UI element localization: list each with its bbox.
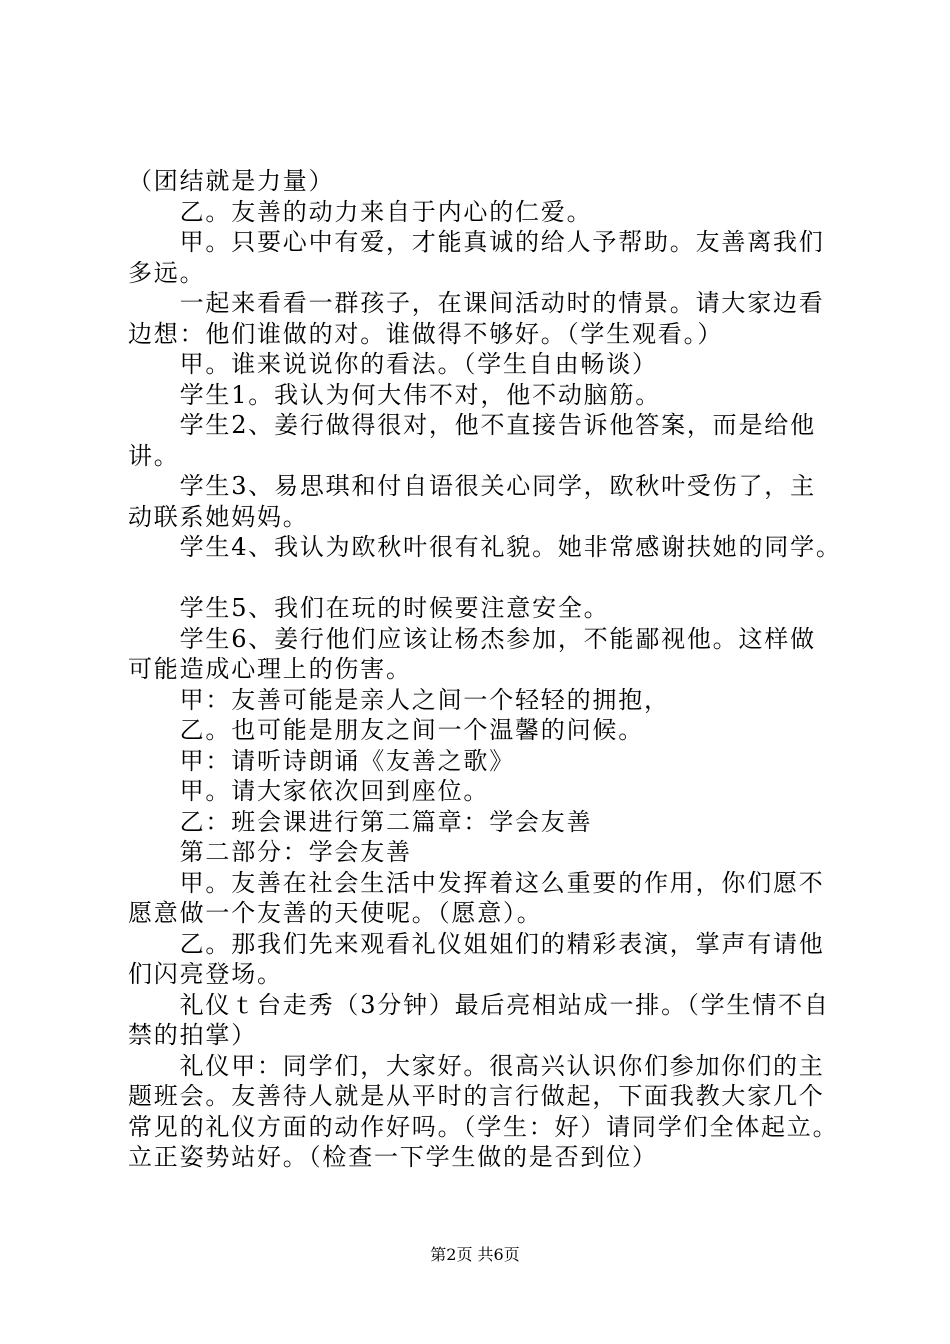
page-number: 第2页 共6页	[430, 1245, 520, 1264]
text-line: 甲。友善在社会生活中发挥着这么重要的作用，你们愿不	[128, 868, 825, 897]
text-line: 讲。	[128, 441, 180, 470]
text-line: 学生6、姜行他们应该让杨杰参加，不能鄙视他。这样做	[128, 624, 816, 653]
text-line: 乙：班会课进行第二篇章：学会友善	[128, 807, 593, 836]
text-line: 多远。	[128, 258, 206, 287]
text-line: 甲。只要心中有爱，才能真诚的给人予帮助。友善离我们	[128, 228, 825, 256]
text-line: 第二部分：学会友善	[128, 838, 412, 866]
text-line: 动联系她妈妈。	[128, 502, 309, 531]
page-footer	[0, 1245, 950, 1265]
text-line: 甲。谁来说说你的看法。（学生自由畅谈）	[128, 350, 658, 378]
text-line: 学生1。我认为何大伟不对，他不动脑筋。	[128, 380, 662, 409]
text-line: 甲。请大家依次回到座位。	[128, 777, 490, 805]
document-body	[128, 166, 842, 1173]
text-line: 学生2、姜行做得很对，他不直接告诉他答案，而是给他	[128, 411, 816, 439]
text-line: 学生4、我认为欧秋叶很有礼貌。她非常感谢扶她的同学。	[128, 533, 842, 561]
text-line: 学生5、我们在玩的时候要注意安全。	[128, 594, 610, 622]
text-line: 礼仪甲：同学们，大家好。很高兴认识你们参加你们的主	[128, 1051, 825, 1080]
text-line: 一起来看看一群孩子，在课间活动时的情景。请大家边看	[128, 289, 825, 317]
text-line: 禁的拍掌）	[128, 1021, 257, 1049]
text-line: 学生3、易思琪和付自语很关心同学，欧秋叶受伤了，主	[128, 472, 816, 500]
paragraph-block-1	[128, 166, 842, 563]
text-line: 立正姿势站好。（检查一下学生做的是否到位）	[128, 1143, 658, 1171]
text-line: 常见的礼仪方面的动作好吗。（学生：好）请同学们全体起立。	[128, 1112, 839, 1141]
text-line: 们闪亮登场。	[128, 960, 283, 988]
text-line: 礼仪ｔ台走秀（3分钟）最后亮相站成一排。（学生情不自	[128, 990, 830, 1019]
text-line: 乙。友善的动力来自于内心的仁爱。	[128, 197, 593, 226]
text-line: 边想：他们谁做的对。谁做得不够好。（学生观看。）	[128, 319, 724, 348]
text-line: 甲：请听诗朗诵《友善之歌》	[128, 746, 515, 775]
paragraph-block-2	[128, 593, 839, 1173]
text-line: 题班会。友善待人就是从平时的言行做起，下面我教大家几个	[128, 1082, 825, 1110]
text-line: （团结就是力量）	[128, 167, 335, 195]
text-line: 乙。那我们先来观看礼仪姐姐们的精彩表演，掌声有请他	[128, 929, 825, 958]
text-line: 乙。也可能是朋友之间一个温馨的问候。	[128, 716, 644, 744]
text-line: 愿意做一个友善的天使呢。（愿意）。	[128, 899, 543, 927]
text-line: 可能造成心理上的伤害。	[128, 655, 412, 683]
text-line: 甲：友善可能是亲人之间一个轻轻的拥抱，	[128, 685, 670, 714]
blank-line	[128, 563, 828, 594]
